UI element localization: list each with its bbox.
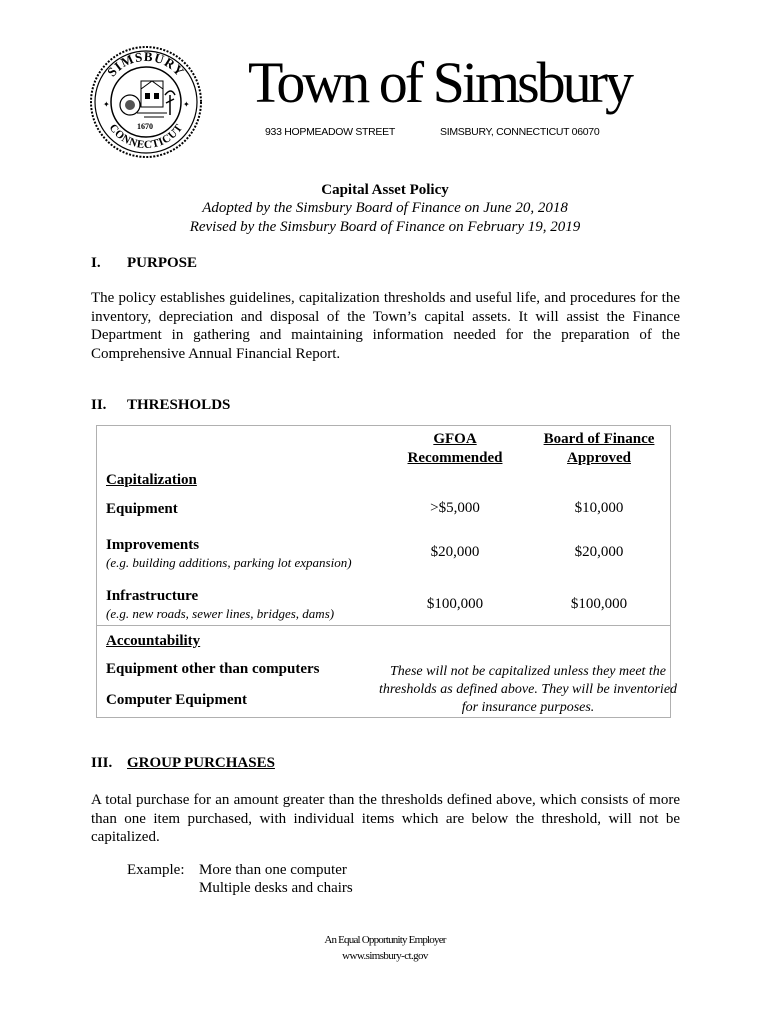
board-value-equipment: $10,000 <box>574 500 624 516</box>
column-header-gfoa: GFOA Recommended <box>407 431 503 466</box>
seal-bottom-text: CONNECTICUT <box>106 121 186 152</box>
example-label: Example: <box>127 862 185 878</box>
section-title-thresholds: THRESHOLDS <box>127 397 231 413</box>
city-address: SIMSBURY, CONNECTICUT 06070 <box>440 126 600 138</box>
section-number-group-purchases: III. <box>91 755 113 771</box>
column-header-board: Board of Finance Approved <box>543 431 655 466</box>
svg-text:SIMSBURY <box>104 49 188 80</box>
board-value-infrastructure: $100,000 <box>570 596 628 612</box>
example-line-computer: More than one computer <box>199 862 347 878</box>
footer-equal-opportunity: An Equal Opportunity Employer <box>324 934 446 946</box>
table-divider <box>96 625 671 626</box>
accountability-item-equipment: Equipment other than computers <box>106 661 320 677</box>
svg-text:✦: ✦ <box>183 100 190 109</box>
capitalization-heading: Capitalization <box>106 472 197 488</box>
accountability-item-computers: Computer Equipment <box>106 692 247 708</box>
row-label-improvements: Improvements <box>106 537 200 553</box>
purpose-paragraph: The policy establishes guidelines, capitalization thresholds and useful life, and procedures for the inventory, depreciation and disposal of the Town’s capital assets. It will assist the Finance Department in gathering and maintaining information needed for the preparation of the Comprehensive Annual Financial Report. <box>91 290 680 362</box>
section-title-group-purchases: GROUP PURCHASES <box>127 755 275 771</box>
seal-top-text: SIMSBURY <box>104 48 188 80</box>
row-note-improvements: (e.g. building additions, parking lot expansion) <box>106 555 352 570</box>
street-address: 933 HOPMEADOW STREET <box>265 126 395 138</box>
seal-year: 1670 <box>137 122 153 131</box>
gfoa-value-infrastructure: $100,000 <box>426 596 484 612</box>
group-purchases-paragraph: A total purchase for an amount greater than the thresholds defined above, which consists of more than one item purchased, with individual items which are below the threshold, will not be capitalized. <box>91 792 680 846</box>
board-value-improvements: $20,000 <box>574 544 624 560</box>
revised-line: Revised by the Simsbury Board of Finance on February 19, 2019 <box>189 219 581 235</box>
footer-website: www.simsbury-ct.gov <box>342 950 428 962</box>
section-number-purpose: I. <box>91 255 101 271</box>
section-number-thresholds: II. <box>91 397 107 413</box>
town-name-heading: Town of Simsbury <box>248 50 631 115</box>
row-note-infrastructure: (e.g. new roads, sewer lines, bridges, dams) <box>106 606 335 621</box>
row-label-equipment: Equipment <box>106 501 178 517</box>
example-line-desks: Multiple desks and chairs <box>199 880 353 896</box>
gfoa-value-improvements: $20,000 <box>430 544 480 560</box>
accountability-heading: Accountability <box>106 633 201 649</box>
gfoa-value-equipment: >$5,000 <box>430 500 480 516</box>
row-label-infrastructure: Infrastructure <box>106 588 199 604</box>
town-seal-logo <box>89 45 203 159</box>
adopted-line: Adopted by the Simsbury Board of Finance on June 20, 2018 <box>202 200 568 216</box>
svg-text:✦: ✦ <box>103 100 110 109</box>
section-title-purpose: PURPOSE <box>127 255 198 271</box>
accountability-note: These will not be capitalized unless they meet the thresholds as defined above. They will be inventoried for insurance purposes. <box>378 664 678 715</box>
policy-title: Capital Asset Policy <box>321 182 449 198</box>
